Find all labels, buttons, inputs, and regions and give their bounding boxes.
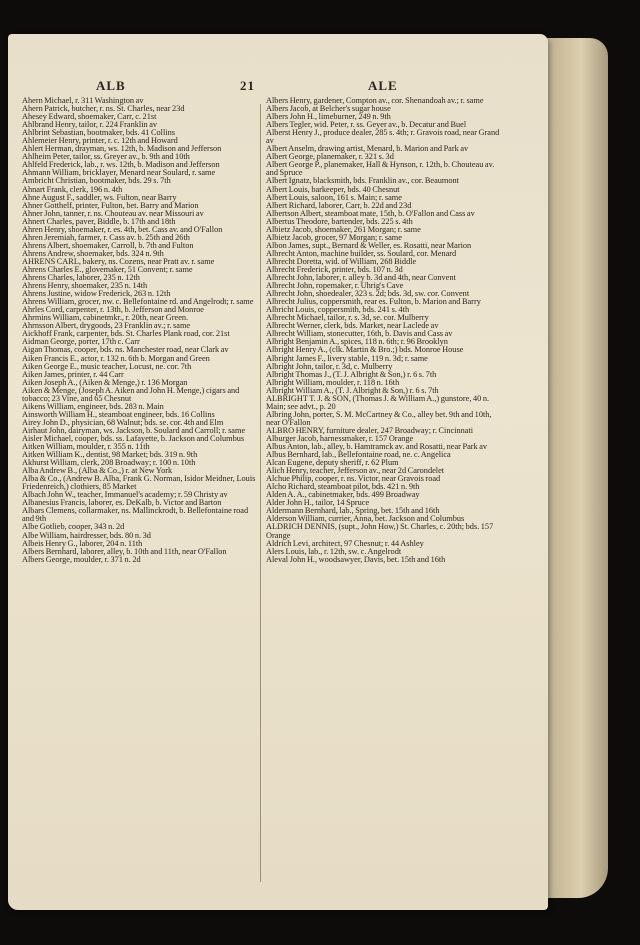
directory-entry: Aleval John H., woodsawyer, Davis, bet. 15th and 16th: [266, 554, 446, 564]
directory-entry: Albert Louis, barkeeper, bds. 40 Chesnut: [266, 184, 400, 194]
directory-entry: Aitken William K., dentist, 98 Market; bds. 319 n. 9th: [22, 450, 198, 460]
directory-entry: Ahren Henry, shoemaker, r. es. 4th, bet. Cass av. and O'Fallon: [22, 224, 223, 234]
directory-entry: AHRENS CARL, bakery, ns. Cozens, near Pratt av. r. same: [22, 256, 215, 266]
directory-entry: Albrecht Michael, tailor, r. s. 3d, se. cor. Mulberry: [266, 313, 429, 323]
directory-entry: Albach John W., teacher, Immanuel's academy; r. 59 Christy av: [22, 490, 228, 500]
directory-entry: Albietz Jacob, grocer, 97 Morgan; r. same: [266, 232, 402, 242]
page-number: 21: [240, 78, 255, 93]
directory-entry: Albright Thomas J., (T. J. Albright & Son,) r. 6 s. 7th: [266, 369, 437, 379]
directory-entry: Albus Anton, lab., alley, b. Hamtramck av. and Rosatti, near Park av: [266, 442, 488, 452]
directory-entry: Albers John H., limeburner, 249 n. 9th: [266, 112, 391, 122]
right-column: [266, 97, 504, 564]
directory-entry: Ahlheim Peter, tailor, ss. Greyer av., b. 9th and 10th: [22, 152, 190, 162]
directory-entry: Aickhoff Frank, carpenter, bds. St. Charles Plank road, cor. 21st: [22, 329, 230, 339]
directory-entry: Airhaut John, dairyman, ws. Jackson, b. Soulard and Carroll; r. same: [22, 425, 246, 435]
directory-entry: Akhurst William, clerk, 208 Broadway; r. 100 n. 10th: [22, 458, 196, 468]
directory-entry: Aiken James, printer, r. 44 Carr: [22, 369, 124, 379]
directory-entry: ALBRO HENRY, furniture dealer, 247 Broadway; r. Cincinnati: [266, 425, 474, 435]
directory-entry: Albright Henry A., (clk. Martin & Bro.;) bds. Monroe House: [266, 345, 464, 355]
directory-entry: Ahren Jeremiah, farmer, r. Cass av. b. 25th and 26th: [22, 232, 190, 242]
directory-entry: Albright William, moulder, r. 118 n. 16th: [266, 377, 400, 387]
directory-entry: Albert Anselm, drawing artist, Menard, b. Marion and Park av: [266, 144, 469, 154]
column-divider: [260, 104, 261, 882]
left-column: [22, 97, 260, 564]
directory-page: [8, 34, 548, 910]
directory-entry: Ahner John, tanner, r. ns. Chouteau av. near Missouri av: [22, 208, 204, 218]
directory-entry: Alba & Co., (Andrew B. Alba, Frank G. Norman, Isidor Meidner, Louis Friedenreich,) clothiers, 85 Market: [22, 474, 256, 492]
directory-entry: Alers Louis, lab., r. 12th, sw. c. Angelrodt: [266, 546, 402, 556]
directory-entry: Ahrens William, grocer, nw. c. Bellefontaine rd. and Angelrodt; r. same: [22, 297, 254, 307]
directory-entry: Albertson Albert, steamboat mate, 15th, b. O'Fallon and Cass av: [266, 208, 475, 218]
directory-entry: Alchue Philip, cooper, r. ns. Victor, near Gravois road: [266, 474, 441, 484]
directory-entry: Albert Louis, saloon, 161 s. Main; r. same: [266, 192, 402, 202]
directory-entry: Albring John, porter, S. M. McCartney & Co., alley bet. 9th and 10th, near O'Fallon: [266, 409, 492, 427]
directory-entry: Albars Clemens, collarmaker, ns. Mallinckrodt, b. Bellefontaine road and 9th: [22, 506, 249, 524]
directory-entry: Aikens William, engineer, bds. 283 n. Main: [22, 401, 164, 411]
directory-entry: Ahrens Charles E., glovemaker, 51 Convent; r. same: [22, 264, 193, 274]
directory-entry: Albers Jacob, at Belcher's sugar house: [266, 104, 391, 114]
directory-entry: Ahner Gotthelf, printer, Fulton, bet. Barry and Marion: [22, 200, 199, 210]
directory-entry: Albright William A., (T. J. Albright & Son,) r. 6 s. 7th: [266, 385, 439, 395]
directory-entry: Ahne August F., saddler, ws. Fulton, near Barry: [22, 192, 177, 202]
directory-entry: Ahrnsson Albert, drygoods, 23 Franklin av.; r. same: [22, 321, 191, 331]
directory-entry: Ahlfeld Frederick, lab., r. ws. 12th, b. Madison and Jefferson: [22, 160, 220, 170]
directory-entry: Aiken Francis E., actor, r. 132 n. 6th b. Morgan and Green: [22, 353, 210, 363]
running-header-right: ALE: [368, 78, 398, 93]
directory-entry: Ahrens Charles, laborer, 235 n. 12th: [22, 273, 140, 283]
directory-entry: Aiken George E., music teacher, Locust, ne. cor. 7th: [22, 361, 192, 371]
directory-entry: Ahmann William, bricklayer, Menard near Soulard, r. same: [22, 168, 216, 178]
directory-entry: Ahlemeier Henry, printer, r. c. 12th and Howard: [22, 136, 178, 146]
directory-entry: Alberst Henry J., produce dealer, 285 s. 4th; r. Gravois road, near Grand av: [266, 128, 500, 146]
directory-entry: Albrecht Anton, machine builder, ss. Soulard, cor. Menard: [266, 248, 457, 258]
directory-entry: Ahern Patrick, butcher, r. ns. St. Charles, near 23d: [22, 104, 185, 114]
directory-entry: Albert Ignatz, blacksmith, bds. Franklin av., cor. Beaumont: [266, 176, 459, 186]
directory-entry: Airey John D., physician, 68 Walnut; bds. se. cor. 4th and Elm: [22, 417, 224, 427]
directory-entry: Aldrich Levi, architect, 97 Chesnut; r. 44 Ashley: [266, 538, 424, 548]
directory-entry: Alcan Eugene, deputy sheriff, r. 62 Plum: [266, 458, 399, 468]
directory-entry: Albers Bernhard, laborer, alley, b. 10th and 11th, near O'Fallon: [22, 546, 227, 556]
directory-entry: Ahnert Charles, paver, Biddle, b. 17th and 18th: [22, 216, 176, 226]
directory-entry: Albrecht Doretta, wid. of William, 268 Biddle: [266, 256, 417, 266]
directory-entry: ALBRIGHT T. J. & SON, (Thomas J. & William A.,) gunstore, 40 n. Main; see advt., p. 20: [266, 393, 490, 411]
directory-entry: Alba Andrew B., (Alba & Co.,) r. at New York: [22, 466, 173, 476]
directory-entry: Alburger Jacob, harnessmaker, r. 157 Orange: [266, 433, 414, 443]
directory-entry: Albietz Jacob, shoemaker, 261 Morgan; r. same: [266, 224, 421, 234]
running-header-left: ALB: [96, 78, 126, 93]
directory-entry: Ahlbrint Sebastian, bootmaker, bds. 41 Collins: [22, 128, 175, 138]
directory-entry: Aldermann Bernhard, lab., Spring, bet. 15th and 16th: [266, 506, 440, 516]
directory-entry: Albrecht Frederick, printer, bds. 107 n. 3d: [266, 264, 403, 274]
directory-entry: Albers George, moulder, r. 371 n. 2d: [22, 554, 141, 564]
directory-entry: Albrecht Julius, coppersmith, rear es. Fulton, b. Marion and Barry: [266, 297, 481, 307]
directory-entry: Alich Henry, teacher, Jefferson av., near 2d Carondelet: [266, 466, 445, 476]
directory-entry: Albe Gotlieb, cooper, 343 n. 2d: [22, 522, 125, 532]
directory-entry: Albrecht John, laborer, r. alley b. 3d and 4th, near Convent: [266, 273, 456, 283]
directory-entry: Ambricht Christian, bootmaker, bds. 29 s. 7th: [22, 176, 171, 186]
directory-entry: Albrecht John, ropemaker, r. Uhrig's Cave: [266, 281, 404, 291]
directory-entry: Ahern Michael, r. 311 Washington av: [22, 96, 144, 105]
directory-entry: Ainsworth William H., steamboat engineer, bds. 16 Collins: [22, 409, 215, 419]
directory-entry: Aigan Thomas, cooper, bds. ns. Manchester road, near Clark av: [22, 345, 229, 355]
directory-entry: Ahlert Herman, drayman, ws. 12th, b. Madison and Jefferson: [22, 144, 222, 154]
directory-entry: Albers Henry, gardener, Compton av., cor. Shenandoah av.; r. same: [266, 96, 484, 105]
directory-entry: Ahrens Henry, shoemaker, 235 n. 14th: [22, 281, 148, 291]
directory-entry: Albus Bernhard, lab., Bellefontaine road, ne. c. Angelica: [266, 450, 451, 460]
directory-entry: Albers Tegler, wid. Peter, r. ss. Geyer av., b. Decatur and Buel: [266, 120, 467, 130]
directory-entry: Albrecht Werner, clerk, bds. Market, near Laclede av: [266, 321, 439, 331]
directory-entry: Aiken Joseph A., (Aiken & Menge,) r. 136 Morgan: [22, 377, 188, 387]
directory-entry: ALDRICH DENNIS, (supt., John How,) St. Charles, c. 20th; bds. 157 Orange: [266, 522, 494, 540]
directory-entry: Ahrens Justine, widow Frederick, 263 n. 12th: [22, 289, 171, 299]
directory-entry: Ahrens Andrew, shoemaker, bds. 324 n. 9th: [22, 248, 164, 258]
directory-entry: Ahnart Frank, clerk, 196 n. 4th: [22, 184, 123, 194]
directory-entry: Aitken William, moulder, r. 355 n. 11th: [22, 442, 150, 452]
directory-entry: Ahlbrand Henry, tailor, r. 224 Franklin av: [22, 120, 158, 130]
directory-entry: Albon James, supt., Bernard & Weller, es. Rosatti, near Marion: [266, 240, 472, 250]
directory-entry: Albert Richard, laborer, Carr, b. 22d and 23d: [266, 200, 412, 210]
directory-entry: Albanesius Francis, laborer, es. DeKalb, b. Victor and Barton: [22, 498, 222, 508]
directory-entry: Albrecht John, shoedealer, 323 s. 2d; bds. 3d, sw. cor. Convent: [266, 289, 470, 299]
directory-entry: Albrecht William, stonecutter, 16th, b. Davis and Cass av: [266, 329, 453, 339]
directory-entry: Albeis Henry G., laborer, 204 n. 11th: [22, 538, 143, 548]
directory-entry: Albright Benjamin A., spices, 118 n. 6th; r. 96 Brooklyn: [266, 337, 448, 347]
directory-entry: Alden A. A., cabinetmaker, bds. 499 Broadway: [266, 490, 420, 500]
directory-entry: Albert George, planemaker, r. 321 s. 3d: [266, 152, 394, 162]
directory-entry: Albricht Louis, coppersmith, bds. 241 s. 4th: [266, 305, 410, 315]
directory-entry: Ahesey Edward, shoemaker, Carr, c. 21st: [22, 112, 157, 122]
directory-entry: Ahrmins William, cabinetmkr., r. 20th, near Green.: [22, 313, 189, 323]
directory-entry: Aidman George, porter, 17th c. Carr: [22, 337, 140, 347]
directory-entry: Albert George P., planemaker, Hall & Hynson, r. 12th, b. Chouteau av. and Spruce: [266, 160, 495, 178]
directory-entry: Ahrens Albert, shoemaker, Carroll, b. 7th and Fulton: [22, 240, 194, 250]
directory-entry: Albe William, hairdresser, bds. 80 n. 3d: [22, 530, 151, 540]
directory-entry: Albright James F., livery stable, 119 n. 3d; r. same: [266, 353, 428, 363]
directory-entry: Alder John H., tailor, 14 Spruce: [266, 498, 370, 508]
directory-entry: Aisler Michael, cooper, bds. ss. Lafayette, b. Jackson and Columbus: [22, 433, 245, 443]
directory-entry: Alderson William, currier, Anna, bet. Jackson and Columbus: [266, 514, 465, 524]
directory-entry: Aiken & Menge, (Joseph A. Aiken and John H. Menge,) cigars and tobacco; 23 Vine, and 65 Chesnut: [22, 385, 240, 403]
directory-entry: Albright John, tailor, r. 3d, c. Mulberry: [266, 361, 393, 371]
directory-entry: Albertus Theodore, bartender, bds. 225 s. 4th: [266, 216, 413, 226]
directory-entry: Alcho Richard, steamboat pilot, bds. 421 n. 9th: [266, 482, 420, 492]
directory-entry: Ahrles Cord, carpenter, r. 13th, b. Jefferson and Monroe: [22, 305, 204, 315]
